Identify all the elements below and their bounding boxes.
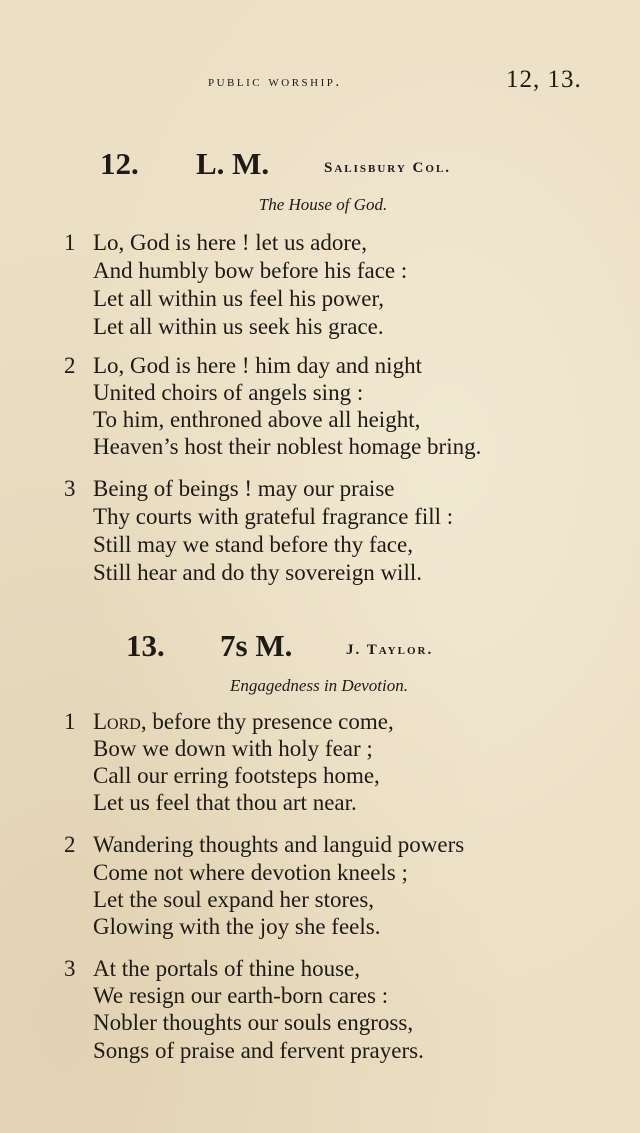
page-numbers: 12, 13. [506,66,582,93]
hymn-header [0,146,640,186]
hymn-meter: L. M. [196,146,270,181]
hymn-subtitle: Engagedness in Devotion. [230,676,408,695]
verse-line: To him, enthroned above all height, [93,407,421,432]
verse-line: Glowing with the joy she feels. [93,914,381,939]
verse-number: 1 [64,230,76,255]
verse-line-rest: , before thy presence come, [140,709,394,734]
verse-line: Wandering thoughts and languid powers [93,832,465,857]
verse-line: And humbly bow before his face : [93,258,408,283]
hymn-subtitle: The House of God. [258,195,388,214]
verse-line: United choirs of angels sing : [93,380,364,405]
verse-line: Nobler thoughts our souls engross, [93,1010,414,1035]
verse-line: Being of beings ! may our praise [93,476,395,501]
verse-line: Lo, God is here ! let us adore, [93,230,368,255]
hymn-meter: 7s M. [220,628,293,663]
verse-line: Call our erring footsteps home, [93,763,380,788]
verse-line: Still hear and do thy sovereign will. [93,560,422,585]
running-header [0,68,640,98]
verse-line [93,709,394,735]
first-word: Lord [93,709,141,734]
verse-number: 3 [64,476,76,501]
verse-line: Heaven’s host their noblest homage bring. [93,434,482,459]
hymn-tune: J. Taylor. [346,642,434,658]
verse-line: Come not where devotion kneels ; [93,860,408,885]
verse-line: Thy courts with grateful fragrance fill : [93,504,454,529]
verse-line: Let the soul expand her stores, [93,887,375,912]
verse-line: Bow we down with holy fear ; [93,736,373,761]
verse-number: 2 [64,832,76,857]
verse-number: 2 [64,353,76,378]
verse-line: Still may we stand before thy face, [93,532,413,557]
hymn-header [0,628,640,668]
verse-number: 1 [64,709,76,734]
verse-line: Lo, God is here ! him day and night [93,353,422,378]
hymn-number: 13. [126,628,165,663]
verse-line: Songs of praise and fervent prayers. [93,1038,424,1063]
verse-line: Let all within us feel his power, [93,286,384,311]
verse-line: We resign our earth-born cares : [93,983,389,1008]
running-title: public worship. [208,74,342,90]
verse-number: 3 [64,956,76,981]
hymn-tune: Salisbury Col. [324,160,452,176]
verse-line: Let us feel that thou art near. [93,790,357,815]
verse-line: Let all within us seek his grace. [93,314,384,339]
hymn-number: 12. [100,146,139,181]
verse-line: At the portals of thine house, [93,956,361,981]
